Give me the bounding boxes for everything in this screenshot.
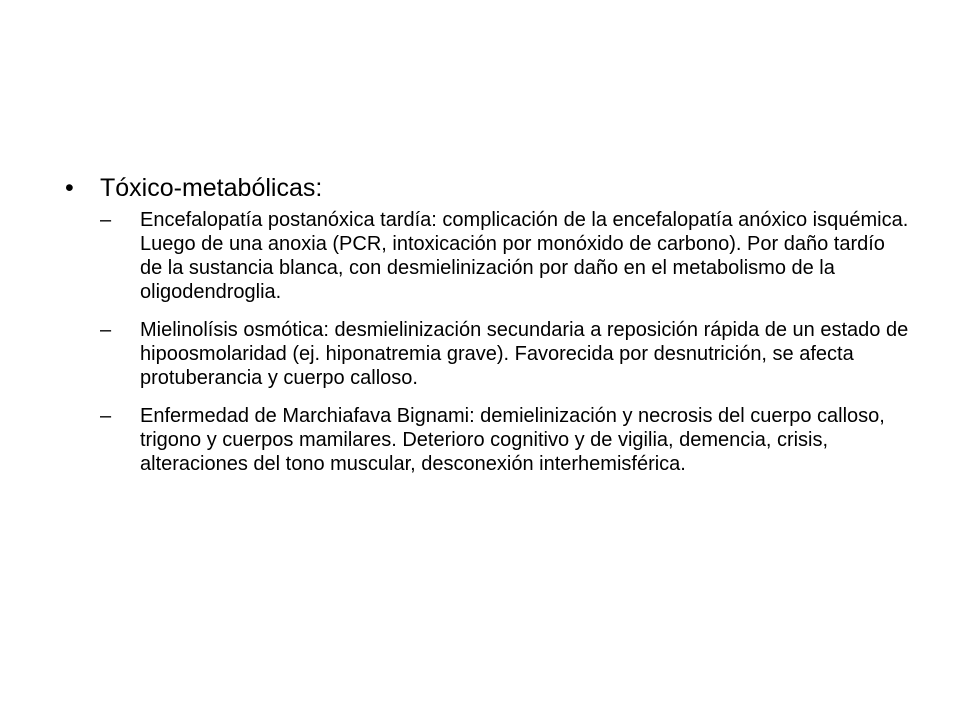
sub-bullet-text: Encefalopatía postanóxica tardía: complicación de la encefalopatía anóxico isquémica. Luego de una anoxia (PCR, intoxicación por monóxido de carbono). Por daño tardío de la sustancia blanca, con desmielinización por daño en el metabolismo de la oligodendroglia. bbox=[140, 209, 909, 303]
bullet-heading-item bbox=[60, 170, 910, 206]
dash-icon: – bbox=[100, 405, 112, 427]
heading-text: Tóxico-metabólicas: bbox=[100, 174, 323, 202]
slide-content bbox=[60, 170, 910, 490]
bullet-icon: • bbox=[65, 174, 74, 202]
sub-bullet-item bbox=[60, 404, 910, 476]
sub-bullet-text: Mielinolísis osmótica: desmielinización secundaria a reposición rápida de un estado de hipoosmolaridad (ej. hiponatremia grave). Favorecida por desnutrición, se afecta protuberancia y cuerpo calloso. bbox=[140, 319, 909, 389]
sub-bullet-item bbox=[60, 208, 910, 304]
sub-bullet-list bbox=[60, 208, 910, 476]
dash-icon: – bbox=[100, 209, 112, 231]
dash-icon: – bbox=[100, 319, 112, 341]
sub-bullet-text: Enfermedad de Marchiafava Bignami: demielinización y necrosis del cuerpo calloso, trigono y cuerpos mamilares. Deterioro cognitivo y de vigilia, demencia, crisis, alteraciones del tono muscular, desconexión interhemisférica. bbox=[140, 405, 885, 475]
sub-bullet-item bbox=[60, 318, 910, 390]
